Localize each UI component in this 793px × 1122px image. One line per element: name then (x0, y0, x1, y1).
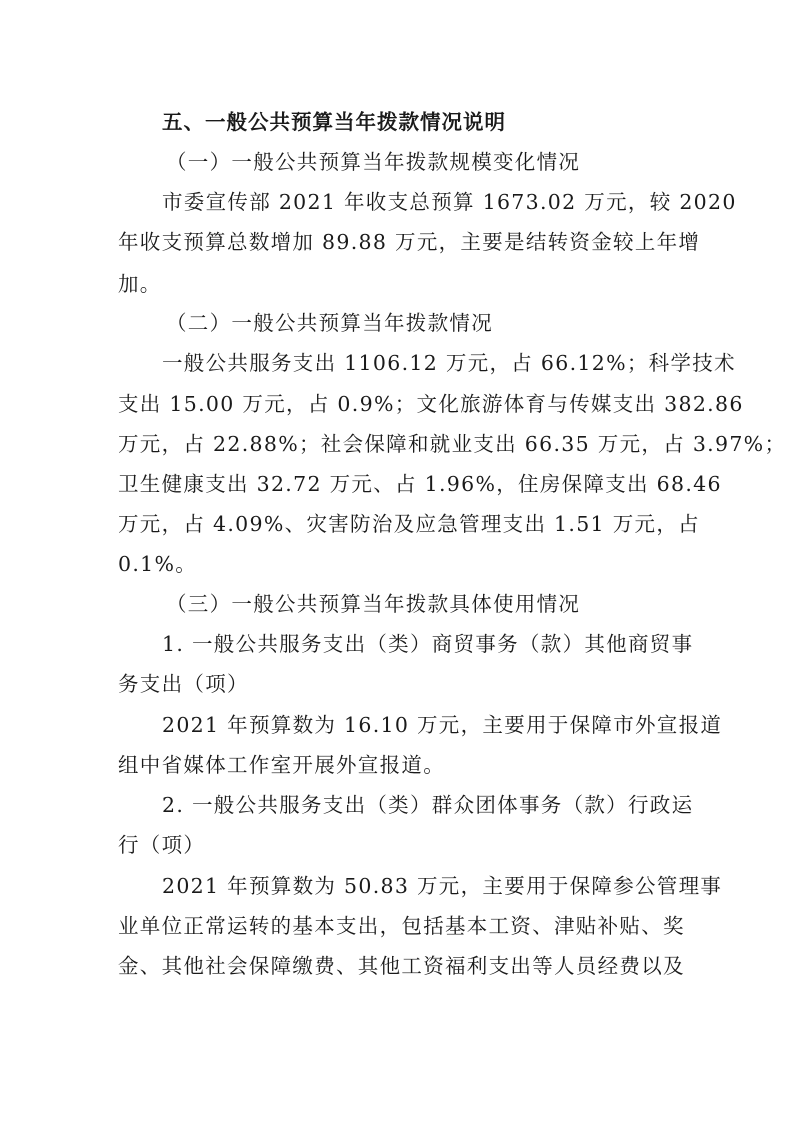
paragraph-line: 2021 年预算数为 50.83 万元，主要用于保障参公管理事 (162, 874, 723, 898)
item-heading-line: 务支出（项） (118, 672, 249, 696)
paragraph-line: 2021 年预算数为 16.10 万元，主要用于保障市外宣报道 (162, 713, 723, 737)
paragraph-line: 万元，占 22.88%；社会保障和就业支出 66.35 万元，占 3.97%； (118, 432, 787, 456)
paragraph-line: 市委宣传部 2021 年收支总预算 1673.02 万元，较 2020 (162, 190, 737, 214)
paragraph-line: 万元，占 4.09%、灾害防治及应急管理支出 1.51 万元，占 (118, 512, 700, 536)
subsection-title-2: （二）一般公共预算当年拨款情况 (166, 311, 493, 335)
item-heading-line: 2. 一般公共服务支出（类）群众团体事务（款）行政运 (162, 793, 694, 817)
subsection-title-1: （一）一般公共预算当年拨款规模变化情况 (166, 150, 581, 174)
paragraph-line: 加。 (118, 272, 162, 296)
section-title: 五、一般公共预算当年拨款情况说明 (162, 110, 506, 134)
paragraph-line: 0.1%。 (118, 552, 198, 576)
paragraph-line: 年收支预算总数增加 89.88 万元，主要是结转资金较上年增 (118, 230, 701, 254)
paragraph-line: 金、其他社会保障缴费、其他工资福利支出等人员经费以及 (118, 954, 685, 978)
paragraph-line: 支出 15.00 万元，占 0.9%；文化旅游体育与传媒支出 382.86 (118, 392, 744, 416)
paragraph-line: 卫生健康支出 32.72 万元、占 1.96%，住房保障支出 68.46 (118, 472, 722, 496)
paragraph-line: 一般公共服务支出 1106.12 万元，占 66.12%；科学技术 (162, 351, 736, 375)
item-heading-line: 1. 一般公共服务支出（类）商贸事务（款）其他商贸事 (162, 632, 694, 656)
subsection-title-3: （三）一般公共预算当年拨款具体使用情况 (166, 592, 581, 616)
item-heading-line: 行（项） (118, 833, 206, 857)
paragraph-line: 组中省媒体工作室开展外宣报道。 (118, 753, 445, 777)
paragraph-line: 业单位正常运转的基本支出，包括基本工资、津贴补贴、奖 (118, 914, 685, 938)
